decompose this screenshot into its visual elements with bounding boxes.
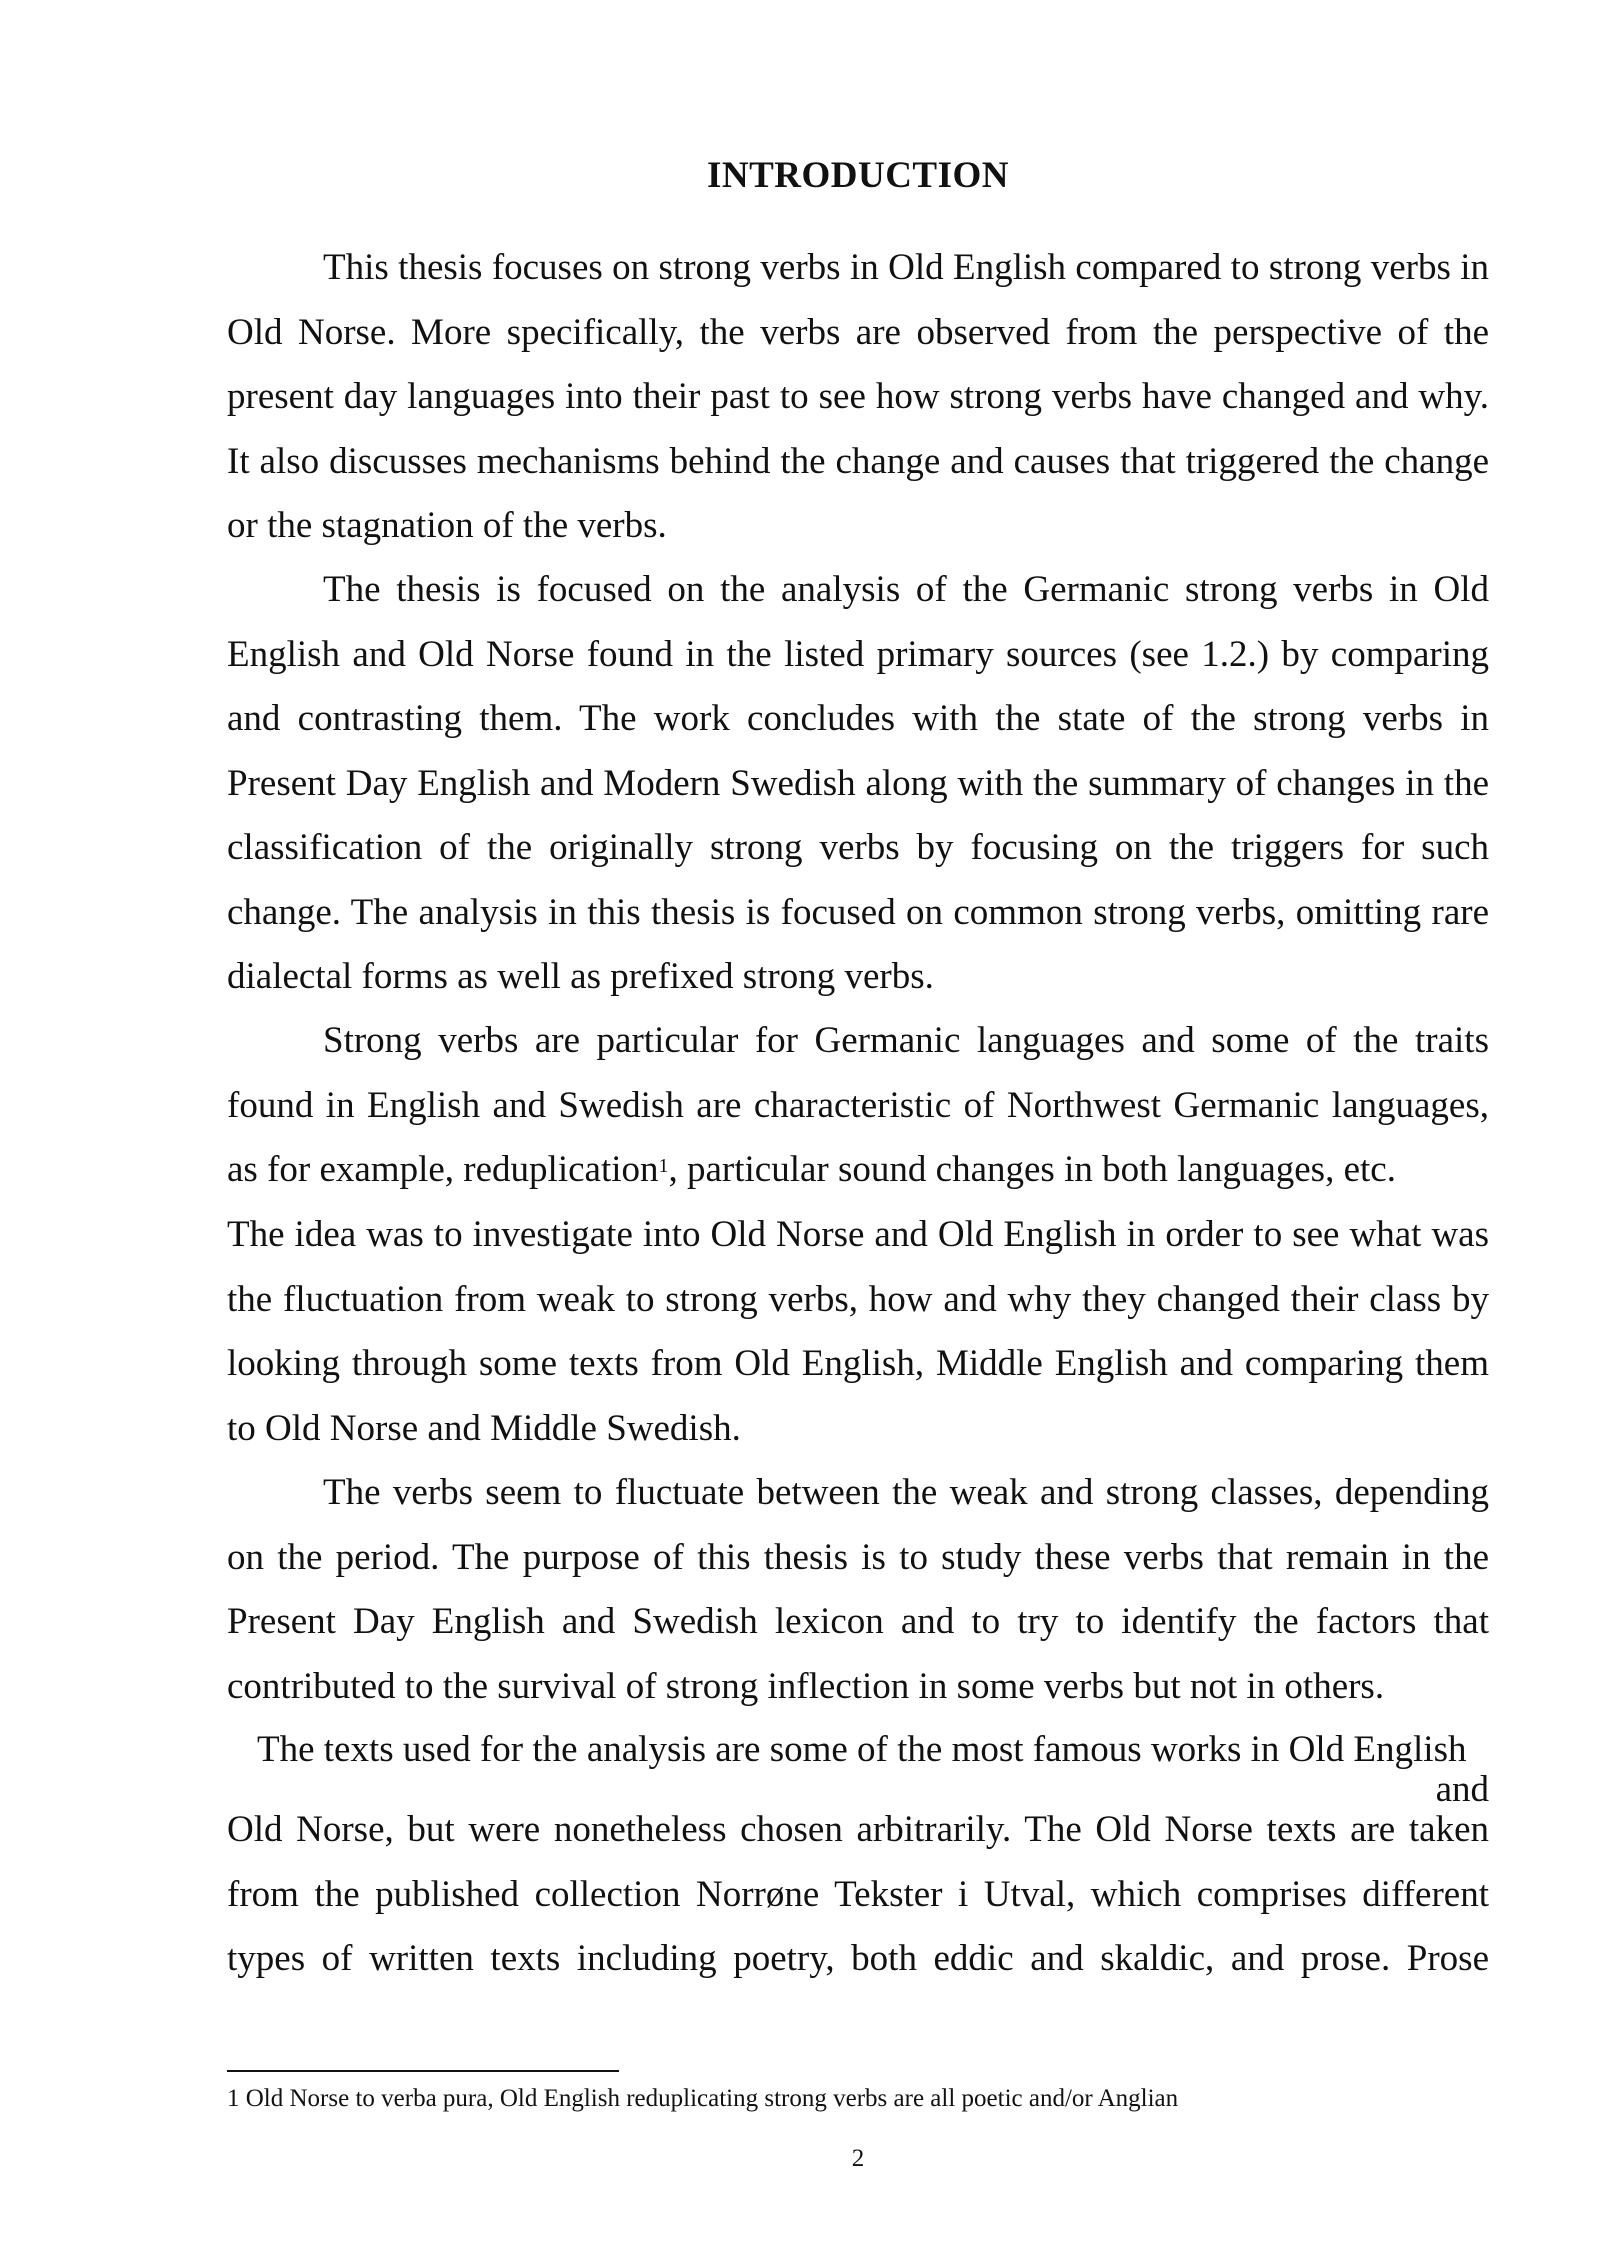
paragraph-1 (227, 236, 1489, 559)
paragraph-5-text: The verbs seem to fluctuate between the weak and strong classes, depending on the period. The purpose of this thesis is to study these verbs that remain in the Present Day English and Swedish lexicon and to try to identify the factors that contributed to the survival of strong inflection in some verbs but not in others. (227, 1472, 1489, 1707)
paragraph-3-text-end: , particular sound changes in both languages, etc. (668, 1149, 1396, 1190)
paragraph-5 (227, 1461, 1489, 1719)
paragraph-3-text (227, 1009, 1489, 1203)
paragraph-7-text: Old Norse, but were nonetheless chosen arbitrarily. The Old Norse texts are taken from the published collection Norrøne Tekster i Utval, which comprises different types of written texts including poetry, both eddic and skaldic, and prose. Prose (227, 1809, 1489, 1979)
paragraph-4-text: The idea was to investigate into Old Norse and Old English in order to see what was the fluctuation from weak to strong verbs, how and why they changed their class by looking through some texts from Old English, Middle English and comparing them to Old Norse and Middle Swedish. (227, 1214, 1489, 1449)
paragraph-3-text-start: Strong verbs are particular for Germanic languages and some of the traits found in English and Swedish are characteristic of Northwest Germanic languages, as for example, reduplication (227, 1020, 1489, 1190)
paragraph-7 (227, 1798, 1489, 1992)
page-number: 2 (851, 2145, 865, 2172)
paragraph-6-line-2: and (1435, 1769, 1489, 1810)
footnote-reference[interactable]: 1 (658, 1155, 669, 1177)
paragraph-6-line-1: The texts used for the analysis are some of the most famous works in Old English (257, 1729, 1467, 1770)
page-title: INTRODUCTION (706, 155, 1010, 196)
paragraph-2 (227, 558, 1489, 1010)
footnote-separator (227, 2070, 619, 2072)
footnote-text: 1 Old Norse to verba pura, Old English reduplicating strong verbs are all poetic and/or Anglian (227, 2085, 1179, 2112)
paragraph-4 (227, 1203, 1489, 1461)
paragraph-1-text: This thesis focuses on strong verbs in Old English compared to strong verbs in Old Norse. More specifically, the verbs are observed from the perspective of the present day languages into their past to see how strong verbs have changed and why. It also discusses mechanisms behind the change and causes that triggered the change or the stagnation of the verbs. (227, 247, 1489, 546)
paragraph-2-text: The thesis is focused on the analysis of the Germanic strong verbs in Old English and Old Norse found in the listed primary sources (see 1.2.) by comparing and contrasting them. The work concludes with the state of the strong verbs in Present Day English and Modern Swedish along with the summary of changes in the classification of the originally strong verbs by focusing on the triggers for such change. The analysis in this thesis is focused on common strong verbs, omitting rare dialectal forms as well as prefixed strong verbs. (227, 569, 1489, 997)
paragraph-3 (227, 1009, 1489, 1203)
